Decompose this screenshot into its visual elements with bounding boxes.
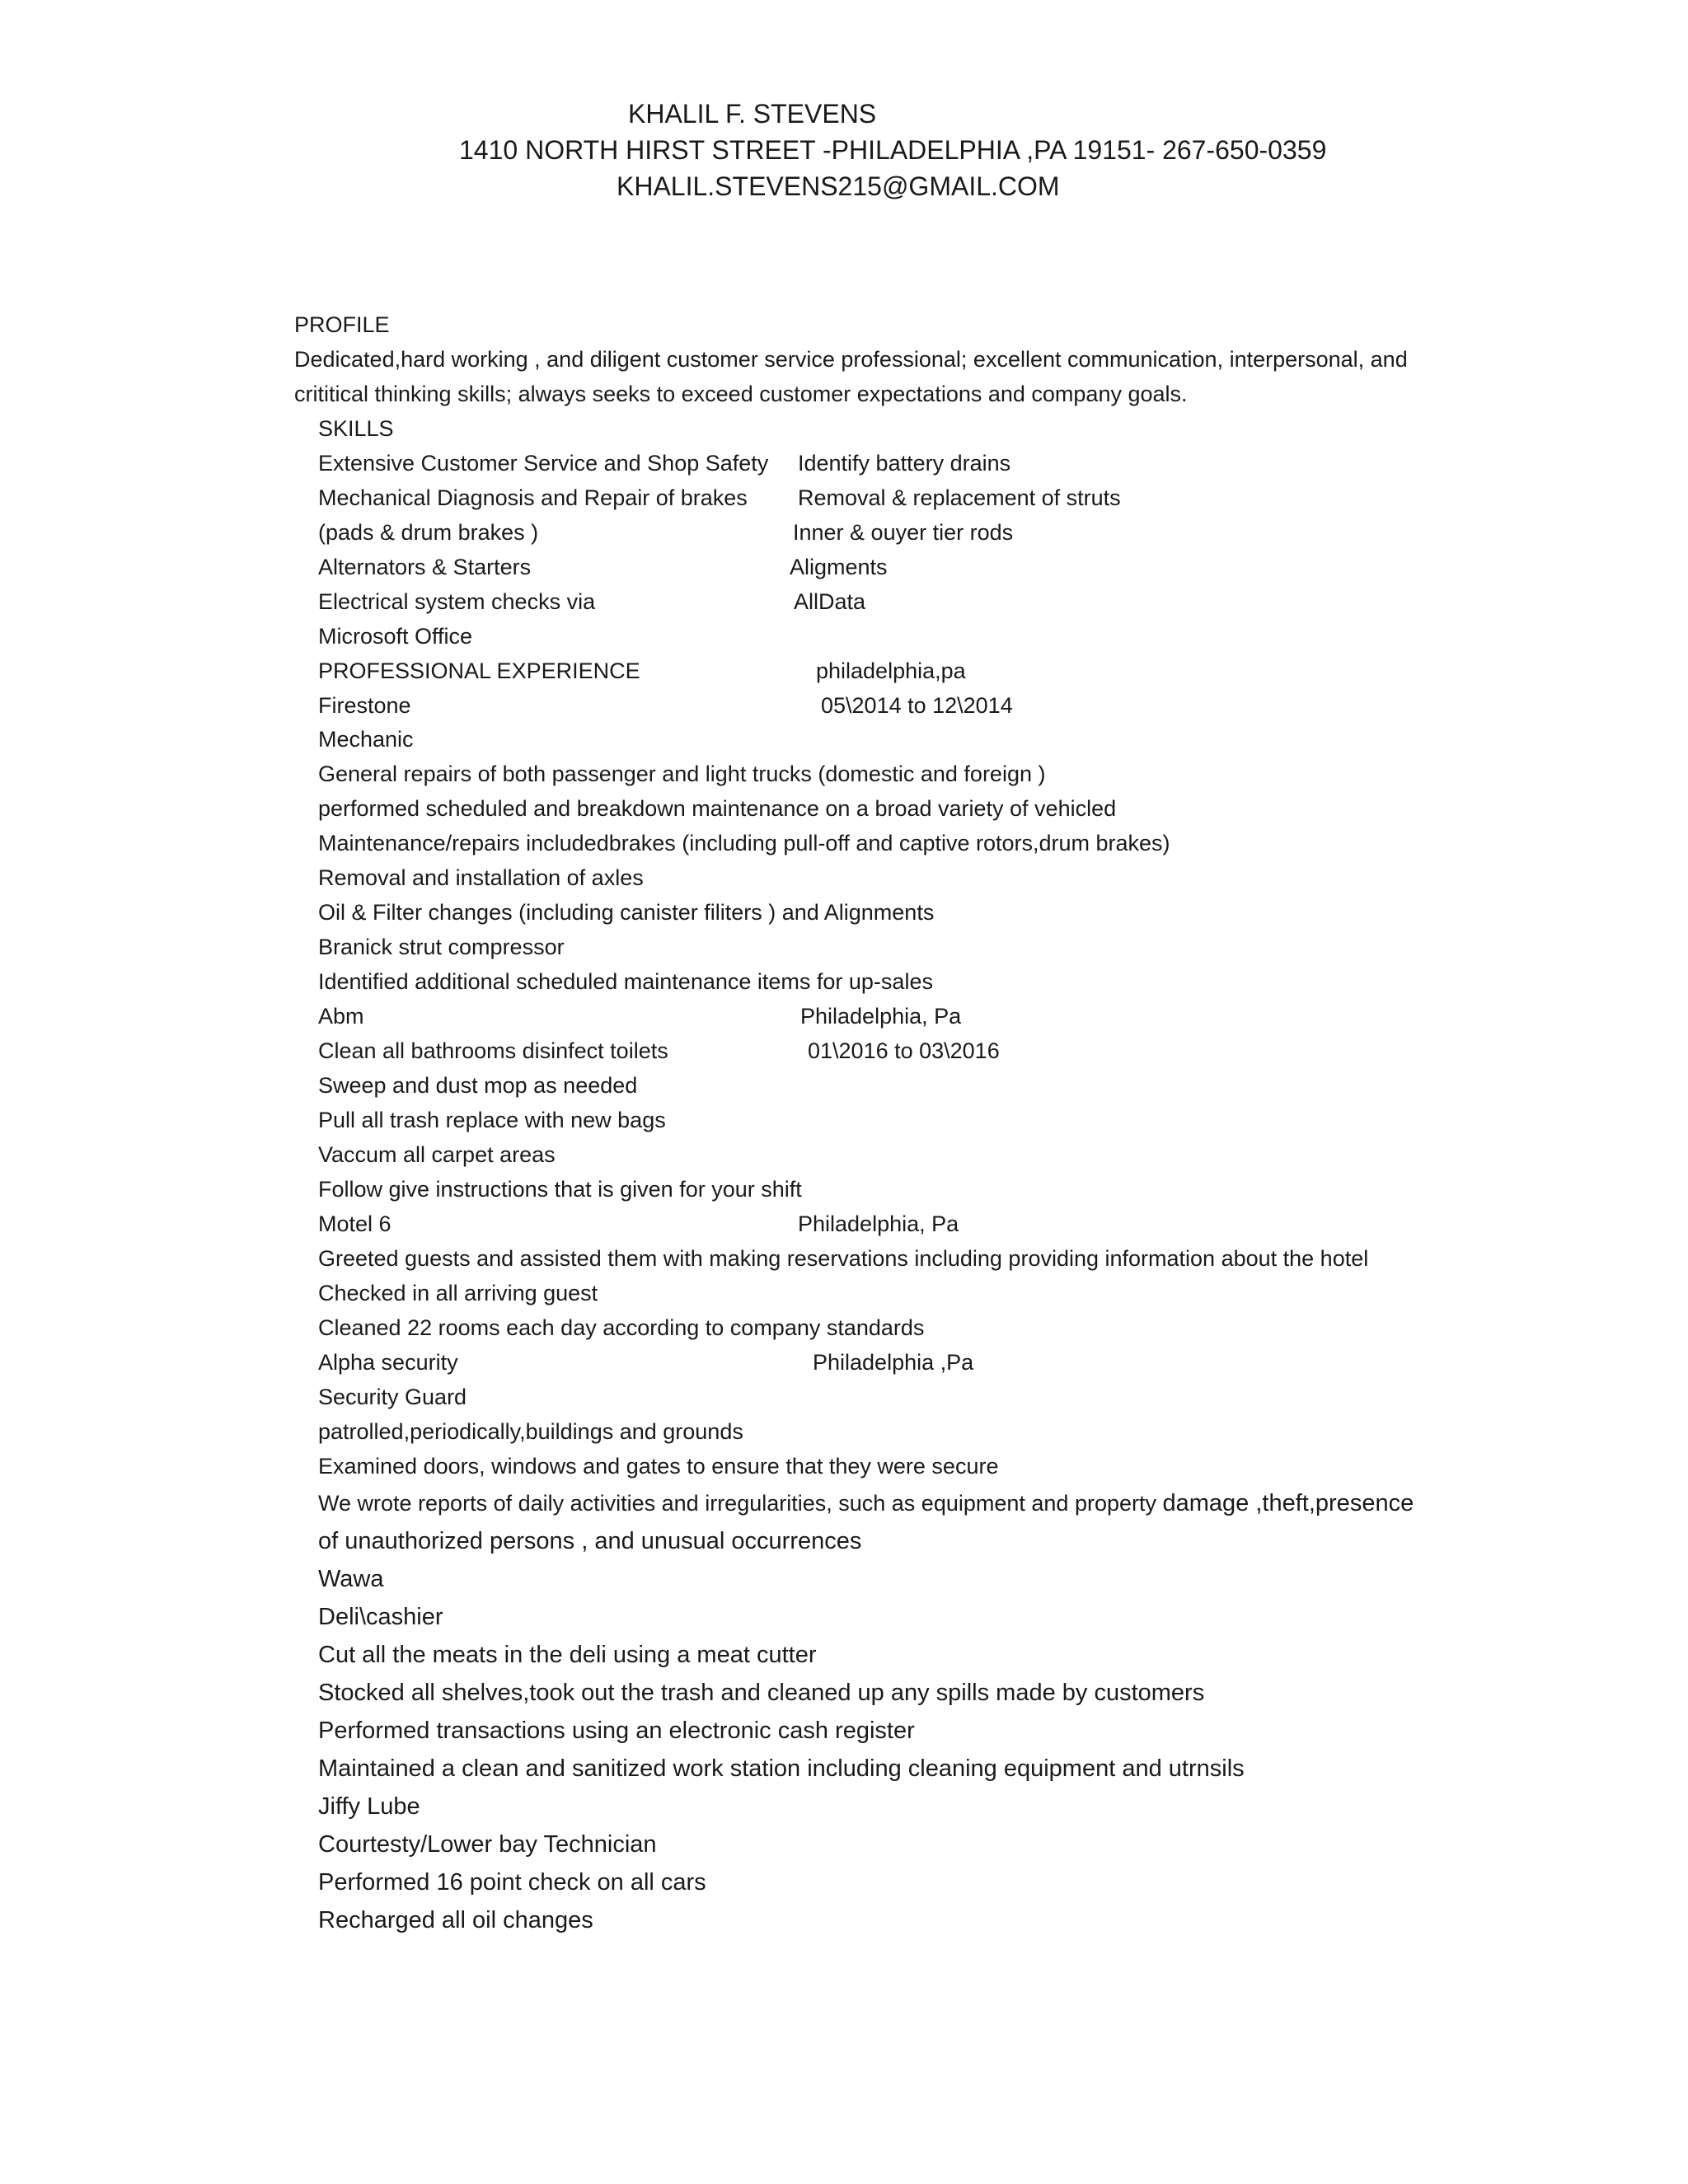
skill-left-item: Extensive Customer Service and Shop Safety bbox=[318, 451, 769, 476]
job-duty bbox=[318, 1492, 1414, 1516]
job-duty: Pull all trash replace with new bags bbox=[318, 1108, 666, 1132]
job-location: Philadelphia, Pa bbox=[798, 1212, 959, 1236]
job-duty: General repairs of both passenger and light trucks (domestic and foreign ) bbox=[318, 762, 1046, 786]
job-dates: 01\2016 to 03\2016 bbox=[808, 1038, 1000, 1063]
job-duty: Greeted guests and assisted them with making reservations including providing information about the hotel bbox=[318, 1246, 1369, 1271]
job-duty: Cut all the meats in the deli using a meat cutter bbox=[318, 1642, 817, 1668]
job-company: Firestone bbox=[318, 693, 411, 718]
experience-heading: PROFESSIONAL EXPERIENCE bbox=[318, 658, 640, 683]
job-duty: Identified additional scheduled maintenance items for up-sales bbox=[318, 969, 933, 994]
job-duty: performed scheduled and breakdown maintenance on a broad variety of vehicled bbox=[318, 796, 1117, 821]
job-duty: patrolled,periodically,buildings and grounds bbox=[318, 1419, 743, 1444]
job-duty: Checked in all arriving guest bbox=[318, 1281, 598, 1305]
job-duty: Performed 16 point check on all cars bbox=[318, 1869, 706, 1896]
profile-text-line-1: Dedicated,hard working , and diligent customer service professional; excellent communication, interpersonal, and bbox=[294, 347, 1408, 372]
job-duty: Follow give instructions that is given for your shift bbox=[318, 1177, 802, 1202]
contact-address: 1410 NORTH HIRST STREET -PHILADELPHIA ,PA 19151- 267-650-0359 bbox=[459, 135, 1327, 165]
skill-right-item: Aligments bbox=[790, 555, 888, 579]
job-duty: Cleaned 22 rooms each day according to company standards bbox=[318, 1315, 925, 1340]
skills-heading: SKILLS bbox=[318, 416, 394, 441]
job-duty: of unauthorized persons , and unusual occurrences bbox=[318, 1528, 862, 1554]
skill-left-item: Alternators & Starters bbox=[318, 555, 532, 579]
job-duty: Stocked all shelves,took out the trash and cleaned up any spills made by customers bbox=[318, 1680, 1205, 1706]
job-duty: Sweep and dust mop as needed bbox=[318, 1073, 638, 1098]
skill-right-item: Removal & replacement of struts bbox=[798, 485, 1121, 510]
skill-right-item: Inner & ouyer tier rods bbox=[793, 520, 1014, 545]
job-title: Mechanic bbox=[318, 727, 414, 752]
contact-email: KHALIL.STEVENS215@GMAIL.COM bbox=[617, 171, 1060, 201]
job-duty: Branick strut compressor bbox=[318, 935, 565, 959]
report-text-part-1: We wrote reports of daily activities and irregularities, such as equipment and property bbox=[318, 1491, 1163, 1516]
skill-left-item: Electrical system checks via bbox=[318, 589, 596, 614]
job-title: Deli\cashier bbox=[318, 1604, 443, 1630]
job-company: Motel 6 bbox=[318, 1212, 392, 1236]
job-company: Abm bbox=[318, 1004, 364, 1029]
skill-left-item: Microsoft Office bbox=[318, 624, 473, 649]
job-title: Security Guard bbox=[318, 1385, 467, 1409]
job-duty: Oil & Filter changes (including canister filiters ) and Alignments bbox=[318, 900, 935, 925]
skill-left-item: Mechanical Diagnosis and Repair of brakes bbox=[318, 485, 748, 510]
job-duty: Performed transactions using an electronic cash register bbox=[318, 1718, 915, 1744]
job-duty: Maintenance/repairs includedbrakes (including pull-off and captive rotors,drum brakes) bbox=[318, 831, 1170, 855]
job-duty: Maintained a clean and sanitized work station including cleaning equipment and utrnsils bbox=[318, 1755, 1245, 1782]
job-duty: Examined doors, windows and gates to ensure that they were secure bbox=[318, 1454, 999, 1479]
job-duty: Removal and installation of axles bbox=[318, 865, 644, 890]
job-duty: Vaccum all carpet areas bbox=[318, 1142, 556, 1167]
skill-right-item: AllData bbox=[794, 589, 866, 614]
job-company: Jiffy Lube bbox=[318, 1793, 420, 1820]
skill-right-item: Identify battery drains bbox=[798, 451, 1011, 476]
job-company: Wawa bbox=[318, 1566, 384, 1592]
report-text-part-2: damage ,theft,presence bbox=[1162, 1490, 1414, 1516]
job-duty: Recharged all oil changes bbox=[318, 1907, 593, 1933]
profile-heading: PROFILE bbox=[294, 312, 390, 337]
job-location: Philadelphia, Pa bbox=[800, 1004, 962, 1029]
job-company: Alpha security bbox=[318, 1350, 458, 1375]
job-dates: 05\2014 to 12\2014 bbox=[821, 693, 1013, 718]
job-duty: Clean all bathrooms disinfect toilets bbox=[318, 1038, 668, 1063]
experience-heading-location: philadelphia,pa bbox=[816, 658, 966, 683]
skill-left-item: (pads & drum brakes ) bbox=[318, 520, 539, 545]
candidate-name: KHALIL F. STEVENS bbox=[628, 99, 877, 129]
job-title: Courtesty/Lower bay Technician bbox=[318, 1831, 657, 1858]
profile-text-line-2: crititical thinking skills; always seeks to exceed customer expectations and company goals. bbox=[294, 382, 1188, 406]
job-location: Philadelphia ,Pa bbox=[813, 1350, 974, 1375]
